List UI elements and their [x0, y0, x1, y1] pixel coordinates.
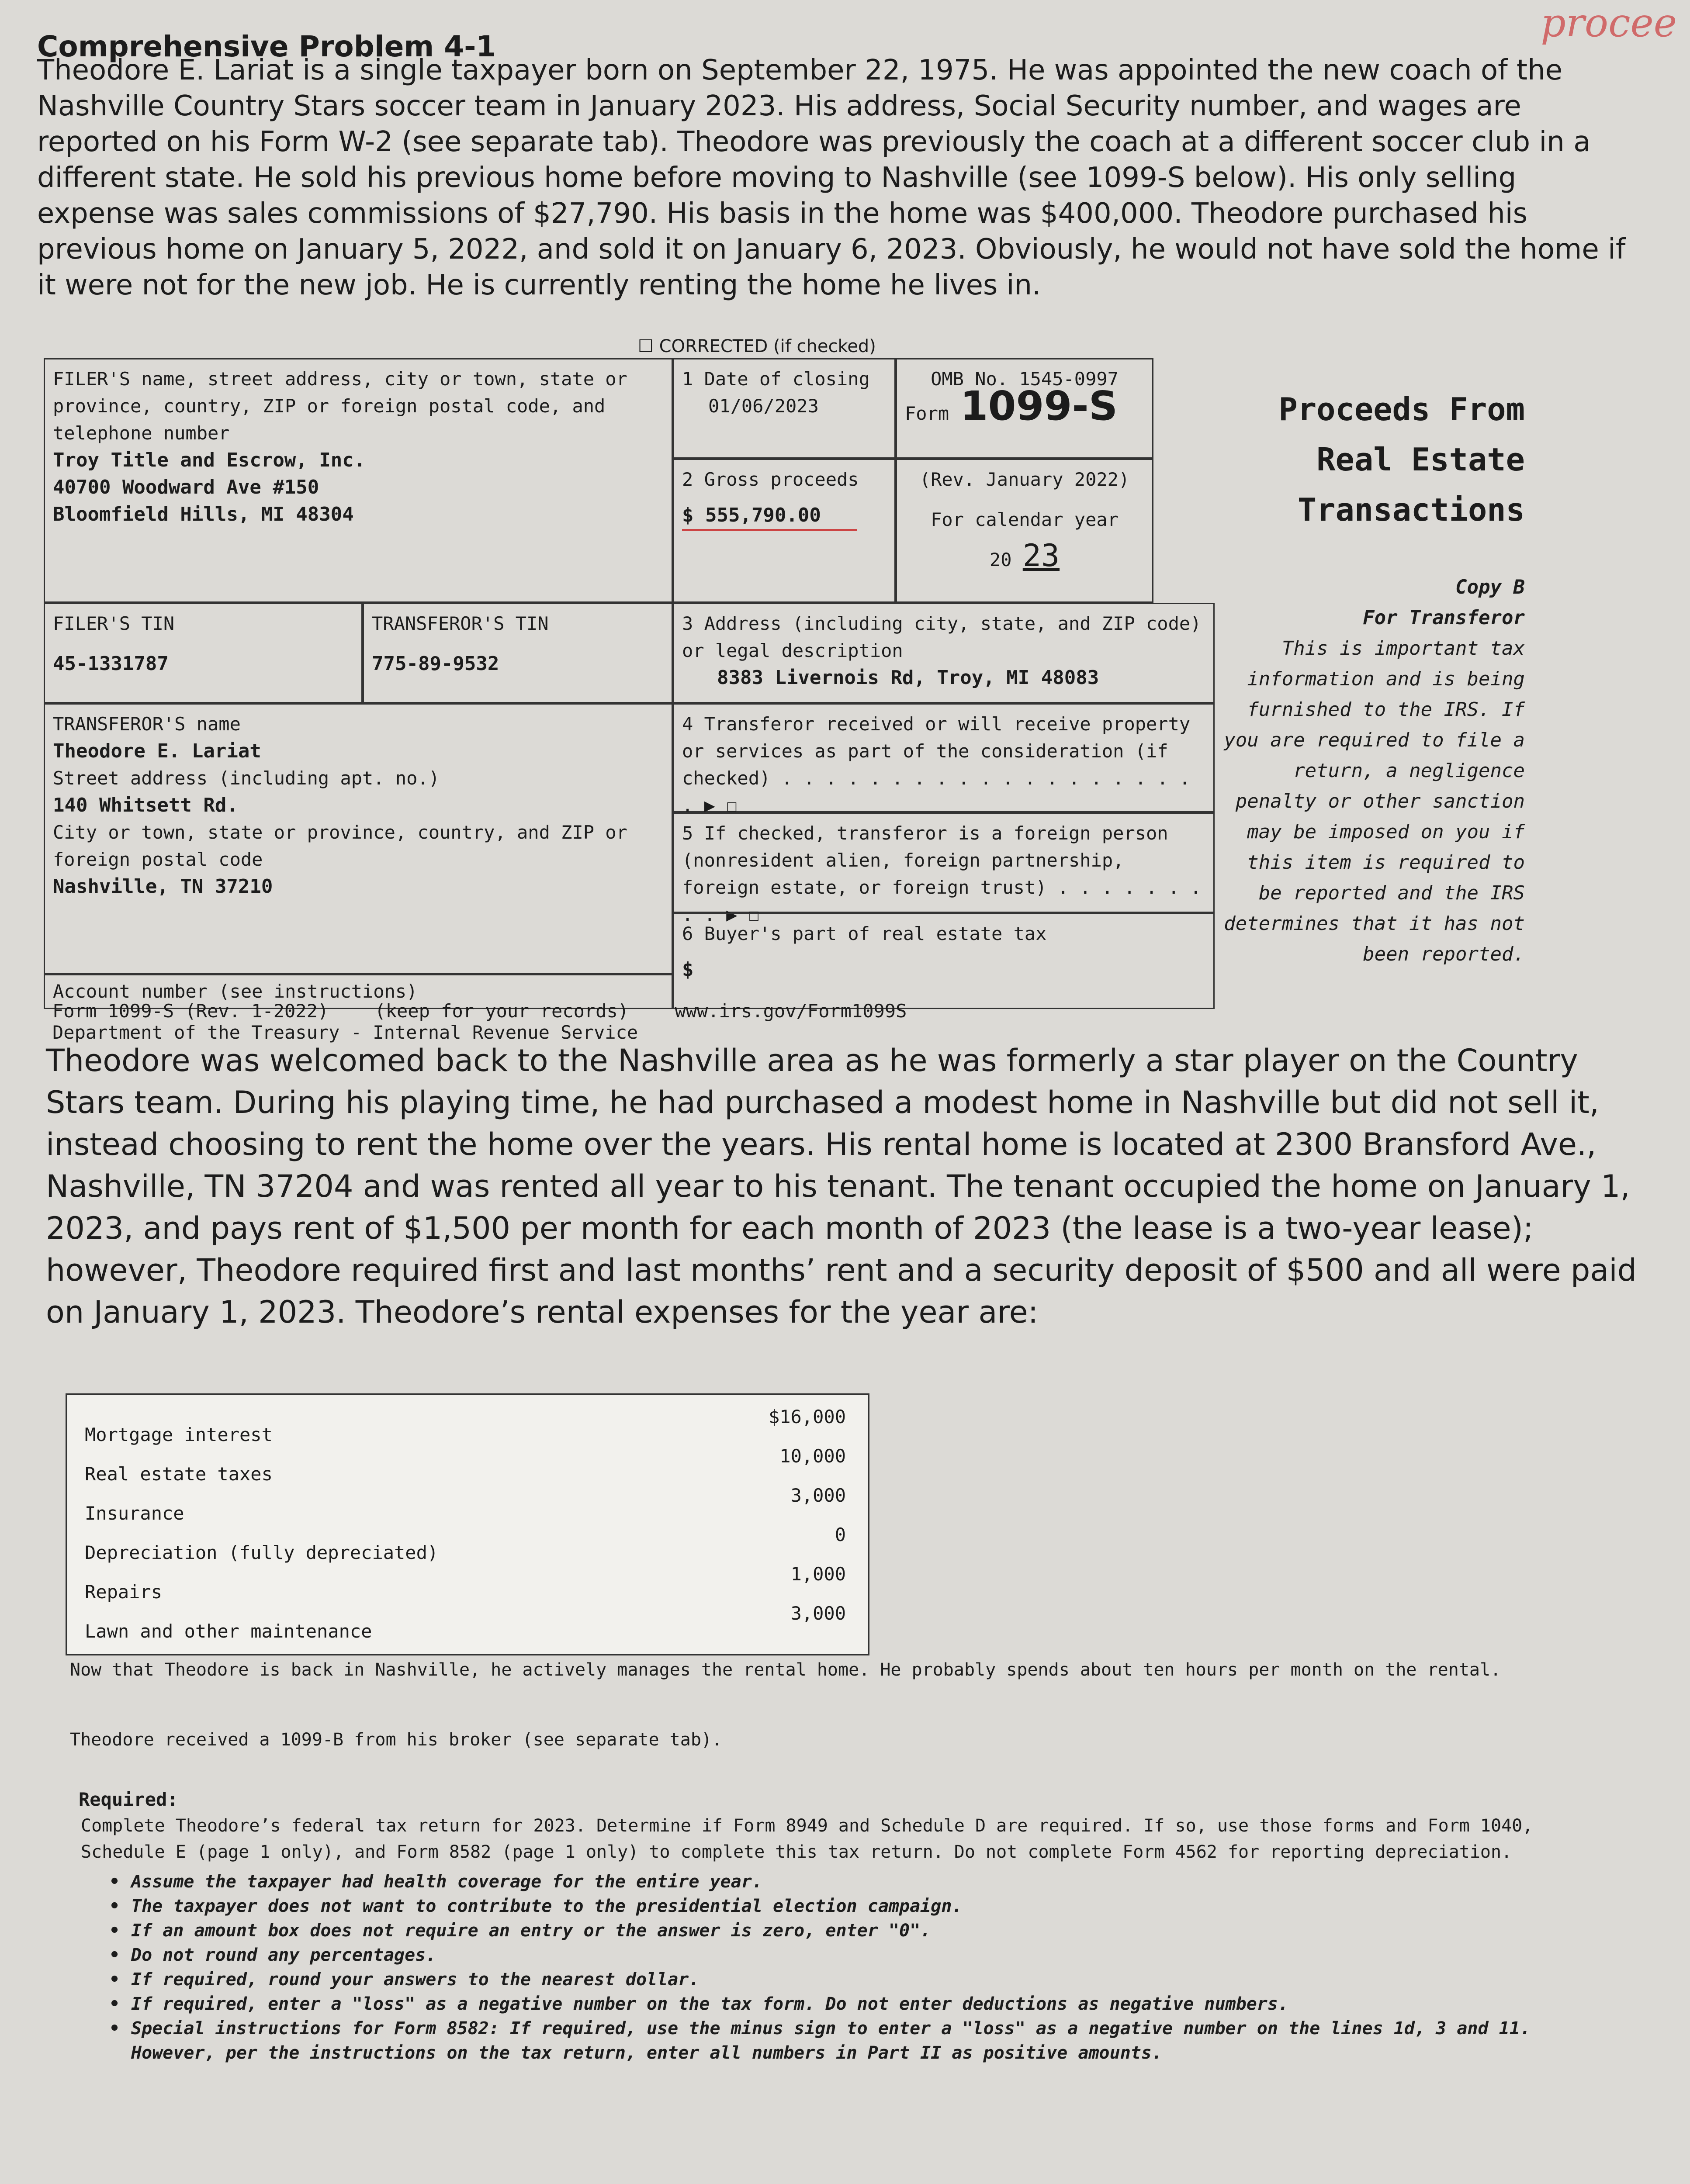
box1-value: 01/06/2023	[708, 395, 819, 417]
expense-row	[85, 1406, 846, 1445]
footer-form-id: Form 1099-S (Rev. 1-2022)	[52, 1000, 329, 1022]
required-heading: Required:	[79, 1789, 178, 1810]
filer-city: Bloomfield Hills, MI 48304	[53, 503, 354, 525]
form-side-copy	[1219, 572, 1525, 970]
side-notice-text: This is important tax information and is being furnished to the IRS. If you are required to file a return, a negligence penalty or other sanction may be imposed on you if this item is required to be reported and the IRS determines that it has not been reported.	[1224, 637, 1525, 965]
expense-amount: 0	[835, 1524, 846, 1545]
expense-amount: 1,000	[790, 1563, 846, 1585]
side-title-line-1: Proceeds From	[1278, 391, 1525, 428]
instruction-item: • Special instructions for Form 8582: If required, use the minus sign to enter a "loss" as a negative number on the lines 1d, 3 and 11. However, per the instructions on the tax return, enter all numbers in Part II as positive amounts.	[131, 2016, 1595, 2065]
footer-keep: (keep for your records)	[374, 1000, 629, 1022]
box1-label: 1 Date of closing	[682, 368, 870, 390]
copy-b: Copy B	[1455, 576, 1525, 598]
expense-amount: 3,000	[790, 1485, 846, 1506]
box2-value: $ 555,790.00	[682, 502, 857, 531]
problem-title: Comprehensive Problem 4-1	[37, 30, 496, 63]
box5	[673, 812, 1215, 925]
box3-value: 8383 Livernois Rd, Troy, MI 48083	[717, 667, 1099, 689]
for-transferor: For Transferor	[1363, 607, 1525, 629]
expense-label: Depreciation (fully depreciated)	[85, 1542, 439, 1563]
form-rev: (Rev. January 2022)	[919, 469, 1130, 490]
form-footer	[52, 1000, 1538, 1043]
omb-box	[896, 358, 1153, 459]
box6-value: $	[682, 958, 694, 981]
manage-note: Now that Theodore is back in Nashville, he actively manages the rental home. He probably spends about ten hours per month on the rental.	[70, 1660, 1501, 1680]
expense-label: Repairs	[85, 1581, 163, 1603]
transferor-street: 140 Whitsett Rd.	[53, 794, 238, 816]
side-title-line-2: Real Estate	[1316, 441, 1525, 478]
expense-row	[85, 1445, 846, 1485]
transferor-tin: 775-89-9532	[372, 653, 499, 675]
box4	[673, 703, 1215, 816]
broker-note: Theodore received a 1099-B from his broker (see separate tab).	[70, 1730, 723, 1750]
filer-name: Troy Title and Escrow, Inc.	[53, 449, 366, 471]
transferor-name-label: TRANSFEROR'S name	[53, 713, 241, 735]
account-label: Account number (see instructions)	[53, 981, 418, 1002]
expense-amount: 3,000	[790, 1603, 846, 1624]
omb-number: OMB No. 1545-0997	[931, 368, 1119, 390]
box5-label: 5 If checked, transferor is a foreign person (nonresident alien, foreign partnership, foreign estate, or foreign trust) . . . . . . . . . ▶ ☐	[682, 822, 1202, 925]
city-label: City or town, state or province, country, and ZIP or foreign postal code	[53, 822, 627, 870]
box2	[673, 459, 896, 603]
rental-expenses-table	[66, 1393, 869, 1655]
box4-label: 4 Transferor received or will receive property or services as part of the consideration (if checked) . . . . . . . . . . . . . . . . . . . . ▶ ☐	[682, 713, 1191, 816]
transferor-tin-label: TRANSFEROR'S TIN	[372, 613, 549, 634]
calendar-year-prefix: 20	[989, 549, 1012, 570]
filer-tin-box	[44, 603, 363, 703]
expense-row	[85, 1603, 846, 1642]
street-label: Street address (including apt. no.)	[53, 767, 440, 789]
box6-label: 6 Buyer's part of real estate tax	[682, 923, 1047, 944]
side-title-line-3: Transactions	[1297, 491, 1525, 528]
form-word: Form	[905, 403, 949, 424]
expense-label: Real estate taxes	[85, 1463, 273, 1485]
instruction-item: • The taxpayer does not want to contribute to the presidential election campaign.	[131, 1894, 1595, 1918]
expense-row	[85, 1485, 846, 1524]
instruction-item: • If required, round your answers to the nearest dollar.	[131, 1967, 1595, 1992]
calendar-year-label: For calendar year	[931, 509, 1119, 530]
expense-label: Lawn and other maintenance	[85, 1621, 372, 1642]
rev-box	[896, 459, 1153, 603]
instruction-item: • If required, enter a "loss" as a negative number on the tax form. Do not enter deductions as negative numbers.	[131, 1992, 1595, 2016]
expense-row	[85, 1563, 846, 1603]
expense-amount: 10,000	[779, 1445, 846, 1467]
instruction-list	[131, 1870, 1595, 2065]
rental-paragraph: Theodore was welcomed back to the Nashville area as he was formerly a star player on the Country Stars team. During his playing time, he had purchased a modest home in Nashville but did not sell it, instead choosing to rent the home over the years. His rental home is located at 2300 Bransford Ave., Nashville, TN 37204 and was rented all year to his tenant. The tenant occupied the home on January 1, 2023, and pays rent of $1,500 per month for each month of 2023 (the lease is a two-year lease); however, Theodore required first and last months’ rent and a security deposit of $500 and all were paid on January 1, 2023. Theodore’s rental expenses for the year are:	[46, 1043, 1637, 1330]
filer-box	[44, 358, 673, 603]
filer-tin: 45-1331787	[53, 653, 169, 675]
margin-handwriting: procee	[1541, 0, 1677, 46]
calendar-year-suffix: 23	[1022, 538, 1060, 574]
expense-amount: $16,000	[768, 1406, 846, 1427]
transferor-name: Theodore E. Lariat	[53, 740, 261, 762]
filer-tin-label: FILER'S TIN	[53, 613, 175, 634]
instruction-item: • Do not round any percentages.	[131, 1943, 1595, 1967]
box6	[673, 913, 1215, 1009]
transferor-box	[44, 703, 673, 974]
expense-row	[85, 1524, 846, 1563]
transferor-city: Nashville, TN 37210	[53, 875, 273, 898]
filer-label: FILER'S name, street address, city or town, state or province, country, ZIP or foreign postal code, and telephone number	[53, 368, 627, 444]
expense-label: Insurance	[85, 1503, 184, 1524]
box3-label: 3 Address (including city, state, and ZIP code) or legal description	[682, 613, 1202, 661]
corrected-checkbox-label: ☐ CORRECTED (if checked)	[638, 336, 876, 356]
intro-paragraph: Theodore E. Lariat is a single taxpayer born on September 22, 1975. He was appointed the new coach of the Nashville Country Stars soccer team in January 2023. His address, Social Security number, and wages are reported on his Form W-2 (see separate tab). Theodore was previously the coach at a different soccer club in a different state. He sold his previous home before moving to Nashville (see 1099-S below). His only selling expense was sales commissions of $27,790. His basis in the home was $400,000. Theodore purchased his previous home on January 5, 2022, and sold it on January 6, 2023. Obviously, he would not have sold the home if it were not for the new job. He is currently renting the home he lives in.	[37, 54, 1626, 301]
instruction-item: • If an amount box does not require an entry or the answer is zero, enter "0".	[131, 1918, 1595, 1943]
footer-url: www.irs.gov/Form1099S	[675, 1000, 907, 1022]
footer-dept: Department of the Treasury - Internal Revenue Service	[52, 1022, 638, 1043]
box2-label: 2 Gross proceeds	[682, 469, 859, 490]
form-1099-s	[44, 358, 1215, 1009]
form-side-title	[1219, 384, 1525, 535]
filer-street: 40700 Woodward Ave #150	[53, 476, 319, 498]
expense-label: Mortgage interest	[85, 1424, 273, 1445]
transferor-tin-box	[363, 603, 673, 703]
box1	[673, 358, 896, 459]
required-text: Complete Theodore’s federal tax return for 2023. Determine if Form 8949 and Schedule D are required. If so, use those forms and Form 1040, Schedule E (page 1 only), and Form 8582 (page 1 only) to complete this tax return. Do not complete Form 4562 for reporting depreciation.	[81, 1816, 1533, 1862]
instruction-item: • Assume the taxpayer had health coverage for the entire year.	[131, 1870, 1595, 1894]
box3	[673, 603, 1215, 703]
form-name: 1099-S	[960, 383, 1118, 429]
